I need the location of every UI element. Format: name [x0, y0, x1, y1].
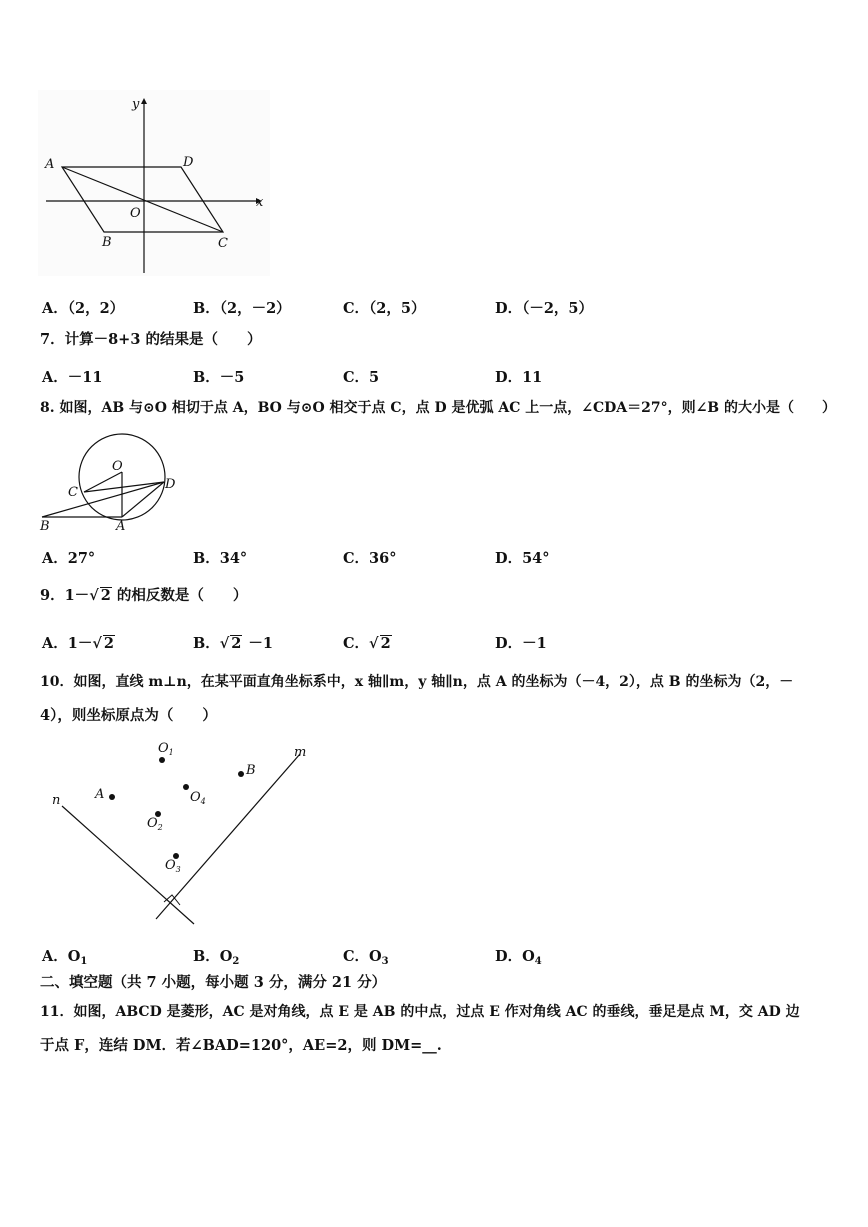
q6-option-b[interactable]: B．（2，－2）: [193, 300, 291, 317]
q10-option-a-sub: 1: [80, 956, 88, 967]
point-o1: [159, 757, 165, 763]
label-D: D: [183, 155, 194, 170]
q9-option-c-radicand: 2: [380, 635, 391, 652]
q10-stem-line2: 4），则坐标原点为（ ）: [40, 707, 217, 724]
q10-option-c[interactable]: [343, 945, 389, 967]
q11-stem-line2: 于点 F，连结 DM．若∠BAD=120°，AE=2，则 DM=__.: [40, 1037, 442, 1054]
q8-stem: 8. 如图，AB 与⊙O 相切于点 A，BO 与⊙O 相交于点 C，点 D 是优弧 AC 上一点，∠CDA＝27°，则∠B 的大小是（ ）: [40, 400, 837, 416]
q9-option-c[interactable]: [343, 632, 392, 653]
q11-stem-line1: 11．如图，ABCD 是菱形，AC 是对角线，点 E 是 AB 的中点，过点 E 作对角线 AC 的垂线，垂足是点 M，交 AD 边: [40, 1004, 800, 1020]
q7-option-a[interactable]: A．－11: [42, 369, 103, 386]
segment-cd: [84, 482, 164, 492]
q9-option-a[interactable]: [42, 632, 115, 653]
q9-number: 9．1－: [40, 587, 90, 604]
segment-bd: [42, 482, 164, 517]
q9-radicand: 2: [100, 587, 111, 604]
sqrt-sign: √: [219, 635, 230, 652]
q8-option-c[interactable]: C．36°: [343, 550, 397, 567]
point-o4: [183, 784, 189, 790]
label-x: x: [256, 195, 264, 210]
label-y: y: [132, 97, 140, 112]
q6-figure: [38, 90, 273, 280]
label-A: A: [45, 157, 55, 172]
q6-option-a[interactable]: A．（2，2）: [42, 300, 125, 317]
q10-stem-line1: 10．如图，直线 m⊥n，在某平面直角坐标系中，x 轴∥m，y 轴∥n，点 A 的坐标为（－4，2），点 B 的坐标为（2，－: [40, 674, 794, 690]
q10-option-a[interactable]: [42, 945, 87, 967]
label-B: B: [40, 519, 50, 534]
label-o3: $O_3$: [165, 858, 181, 874]
q6-option-d[interactable]: D．（－2，5）: [495, 300, 594, 317]
q9-option-b[interactable]: [193, 632, 273, 653]
q9-option-a-text: A．1－: [42, 635, 93, 652]
q9-option-d[interactable]: D．－1: [495, 635, 547, 652]
label-A: A: [116, 519, 126, 534]
q7-option-b[interactable]: B．－5: [193, 369, 245, 386]
q7-option-c[interactable]: C．5: [343, 369, 380, 386]
q10-option-d-text: D．O: [495, 948, 535, 965]
q6-option-c[interactable]: C．（2，5）: [343, 300, 426, 317]
label-O: O: [130, 206, 141, 221]
q9-option-b-tail: －1: [248, 635, 273, 652]
q9-tail: 的相反数是（ ）: [116, 587, 248, 604]
q8-option-d[interactable]: D．54°: [495, 550, 550, 567]
label-B: B: [102, 235, 112, 250]
label-n: n: [52, 793, 61, 808]
label-o1: $O_1$: [158, 741, 174, 757]
q10-option-d-sub: 4: [534, 956, 542, 967]
label-m: m: [294, 745, 307, 760]
q8-option-a[interactable]: A．27°: [42, 550, 96, 567]
label-O: O: [112, 459, 123, 474]
label-C: C: [68, 485, 78, 500]
sqrt-sign: √: [369, 635, 379, 652]
segment-oc: [84, 472, 122, 492]
segment-ad: [122, 482, 164, 517]
q10-option-d[interactable]: [495, 945, 542, 967]
q8-figure: [38, 430, 188, 535]
q10-option-b-text: B．O: [193, 948, 233, 965]
q7-stem: 7．计算－8+3 的结果是（ ）: [40, 331, 262, 348]
label-D: D: [165, 477, 176, 492]
point-b: [238, 771, 244, 777]
q9-option-b-text: B．: [193, 635, 220, 652]
label-C: C: [218, 236, 228, 251]
q9-stem: [40, 586, 838, 606]
label-b: B: [246, 763, 256, 778]
q10-option-b[interactable]: [193, 945, 239, 967]
q10-option-a-text: A．O: [42, 948, 81, 965]
sqrt-sign: √: [92, 635, 102, 652]
q9-option-b-radicand: 2: [231, 635, 242, 652]
section-2-title: 二、填空题（共 7 小题，每小题 3 分，满分 21 分）: [40, 974, 387, 991]
q10-figure: [48, 738, 318, 928]
label-o4: $O_4$: [190, 790, 206, 806]
q10-option-c-text: C．O: [343, 948, 382, 965]
label-o2: $O_2$: [147, 816, 163, 832]
q8-option-b[interactable]: B．34°: [193, 550, 248, 567]
q7-option-d[interactable]: D．11: [495, 369, 543, 386]
q10-option-b-sub: 2: [232, 956, 240, 967]
line-m: [156, 754, 300, 919]
point-a: [109, 794, 115, 800]
q9-option-c-text: C．: [343, 635, 370, 652]
label-a: A: [95, 787, 105, 802]
q9-option-a-radicand: 2: [103, 635, 114, 652]
sqrt-sign: √: [89, 587, 99, 604]
q10-option-c-sub: 3: [381, 956, 389, 967]
